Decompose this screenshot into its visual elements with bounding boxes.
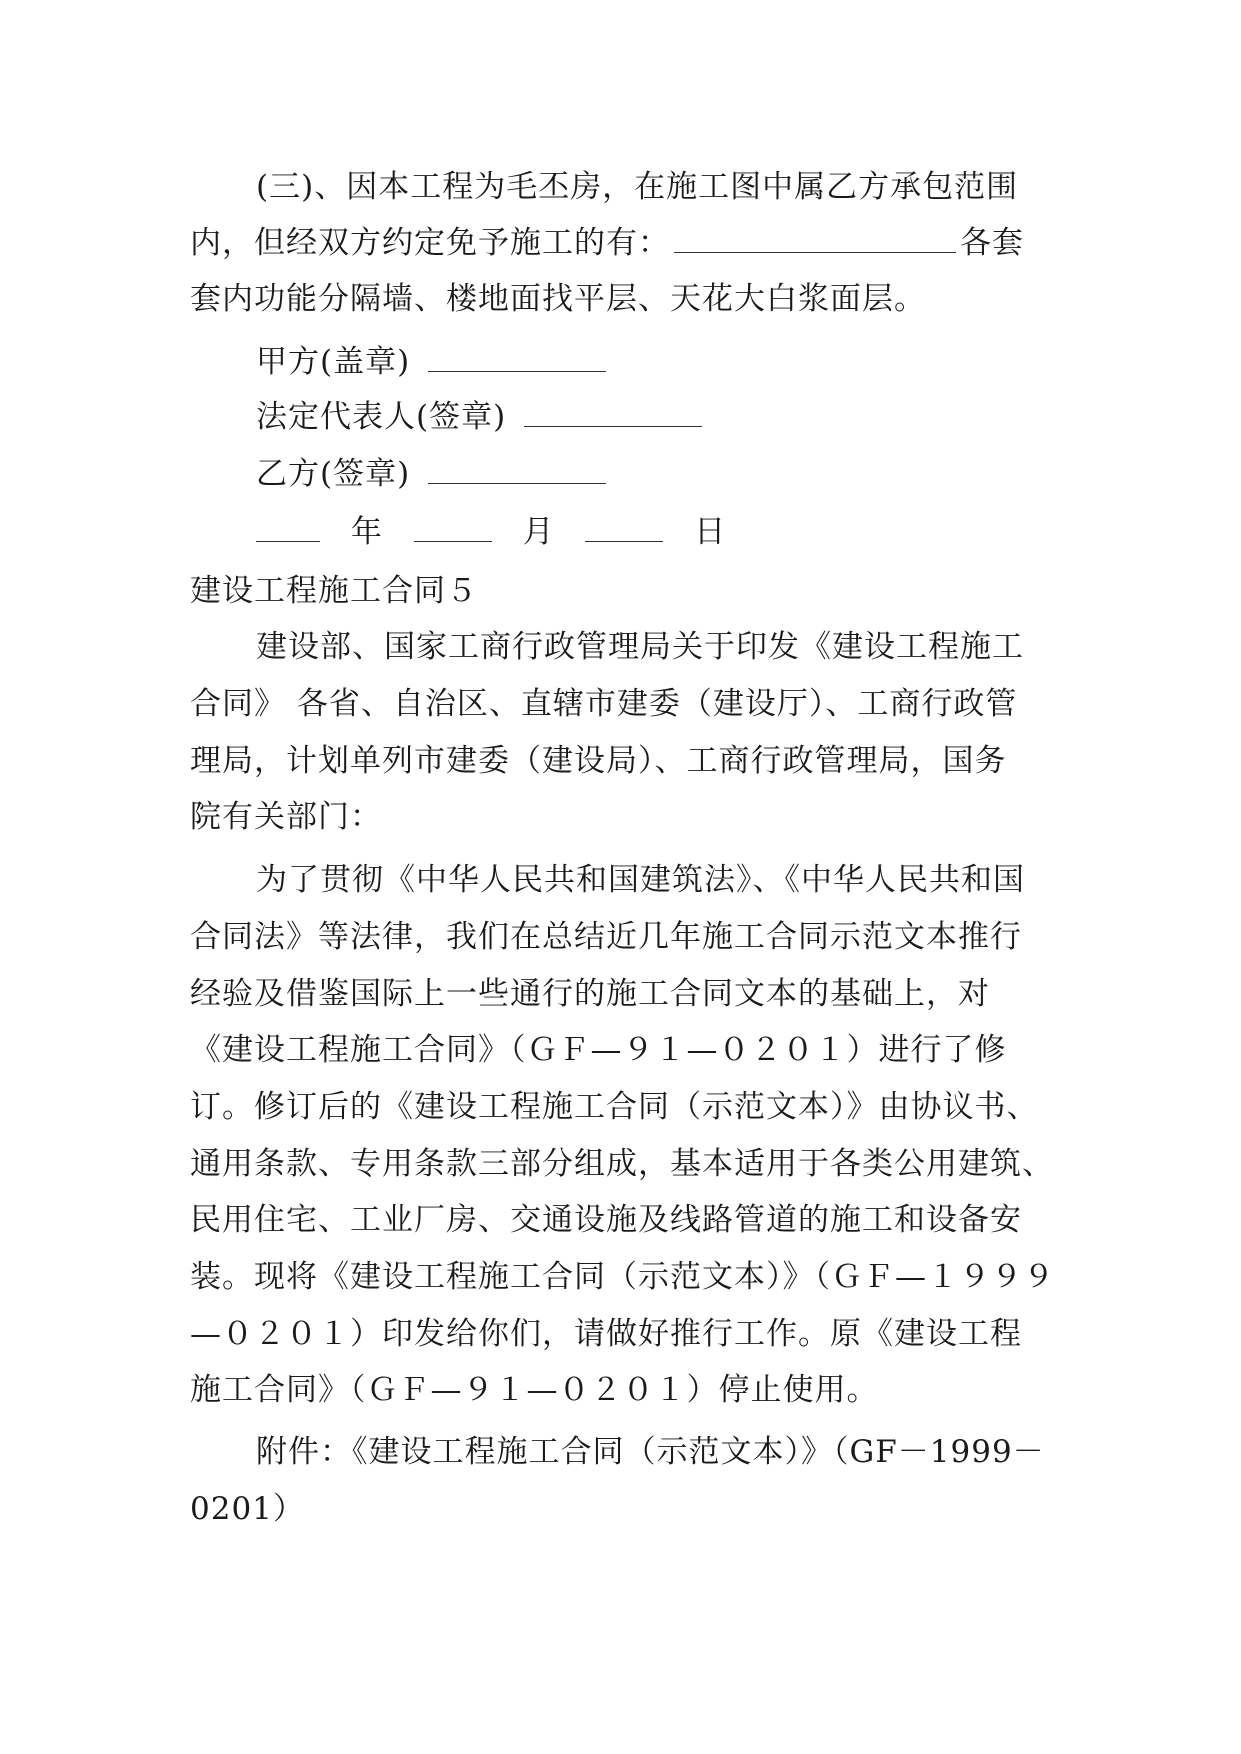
body-line: 为了贯彻《中华人民共和国建筑法》、《中华人民共和国 (256, 862, 1025, 898)
date-line (256, 512, 726, 552)
party-b-blank[interactable] (428, 457, 606, 484)
year-label: 年 (350, 514, 383, 550)
notice-line: 院有关部门： (190, 799, 382, 835)
month-blank[interactable] (414, 515, 492, 542)
party-b-label: 乙方(签章) (256, 456, 411, 492)
year-blank[interactable] (256, 515, 320, 542)
section3-line-2 (190, 223, 1024, 263)
body-line: —０２０１）印发给你们，请做好推行工作。原《建设工程 (190, 1316, 1022, 1352)
attachment-line: 附件：《建设工程施工合同（示范文本）》（GF－1999－ (256, 1434, 1045, 1470)
body-line: 订。修订后的《建设工程施工合同（示范文本）》由协议书、 (190, 1089, 1039, 1125)
body-line: 装。现将《建设工程施工合同（示范文本）》（ＧＦ—１９９９ (190, 1259, 1055, 1295)
section3-line-2-suffix: 各套 (960, 225, 1024, 261)
body-line: 经验及借鉴国际上一些通行的施工合同文本的基础上，对 (190, 976, 990, 1012)
body-line: 施工合同》（ＧＦ—９１—０２０１）停止使用。 (190, 1372, 879, 1408)
party-a-label: 甲方(盖章) (256, 344, 411, 380)
party-a-blank[interactable] (428, 345, 606, 372)
attachment-line: 0201） (190, 1491, 305, 1527)
body-line: 通用条款、专用条款三部分组成，基本适用于各类公用建筑、 (190, 1146, 1054, 1182)
day-blank[interactable] (585, 515, 663, 542)
legal-rep-signature (256, 397, 702, 437)
party-a-signature (256, 342, 606, 382)
section3-line-1: (三)、因本工程为毛丕房，在施工图中属乙方承包范围 (256, 169, 1019, 205)
legal-rep-blank[interactable] (524, 400, 702, 427)
notice-line: 建设部、国家工商行政管理局关于印发《建设工程施工 (256, 629, 1024, 665)
body-line: 《建设工程施工合同》（ＧＦ—９１—０２０１）进行了修 (190, 1032, 1007, 1068)
body-line: 合同法》等法律，我们在总结近几年施工合同示范文本推行 (190, 919, 1022, 955)
body-line: 民用住宅、工业厂房、交通设施及线路管道的施工和设备安 (190, 1202, 1022, 1238)
legal-rep-label: 法定代表人(签章) (256, 399, 507, 435)
party-b-signature (256, 454, 606, 494)
day-label: 日 (694, 514, 727, 550)
month-label: 月 (522, 514, 555, 550)
section3-line-3: 套内功能分隔墙、楼地面找平层、天花大白浆面层。 (190, 281, 926, 317)
notice-line: 理局，计划单列市建委（建设局）、工商行政管理局，国务 (190, 743, 1007, 779)
fill-in-blank[interactable] (674, 226, 956, 253)
section3-line-2-text: 内，但经双方约定免予施工的有： (190, 225, 670, 261)
notice-line: 合同》 各省、自治区、直辖市建委（建设厅）、工商行政管 (190, 686, 1018, 722)
section-heading: 建设工程施工合同５ (190, 573, 478, 609)
